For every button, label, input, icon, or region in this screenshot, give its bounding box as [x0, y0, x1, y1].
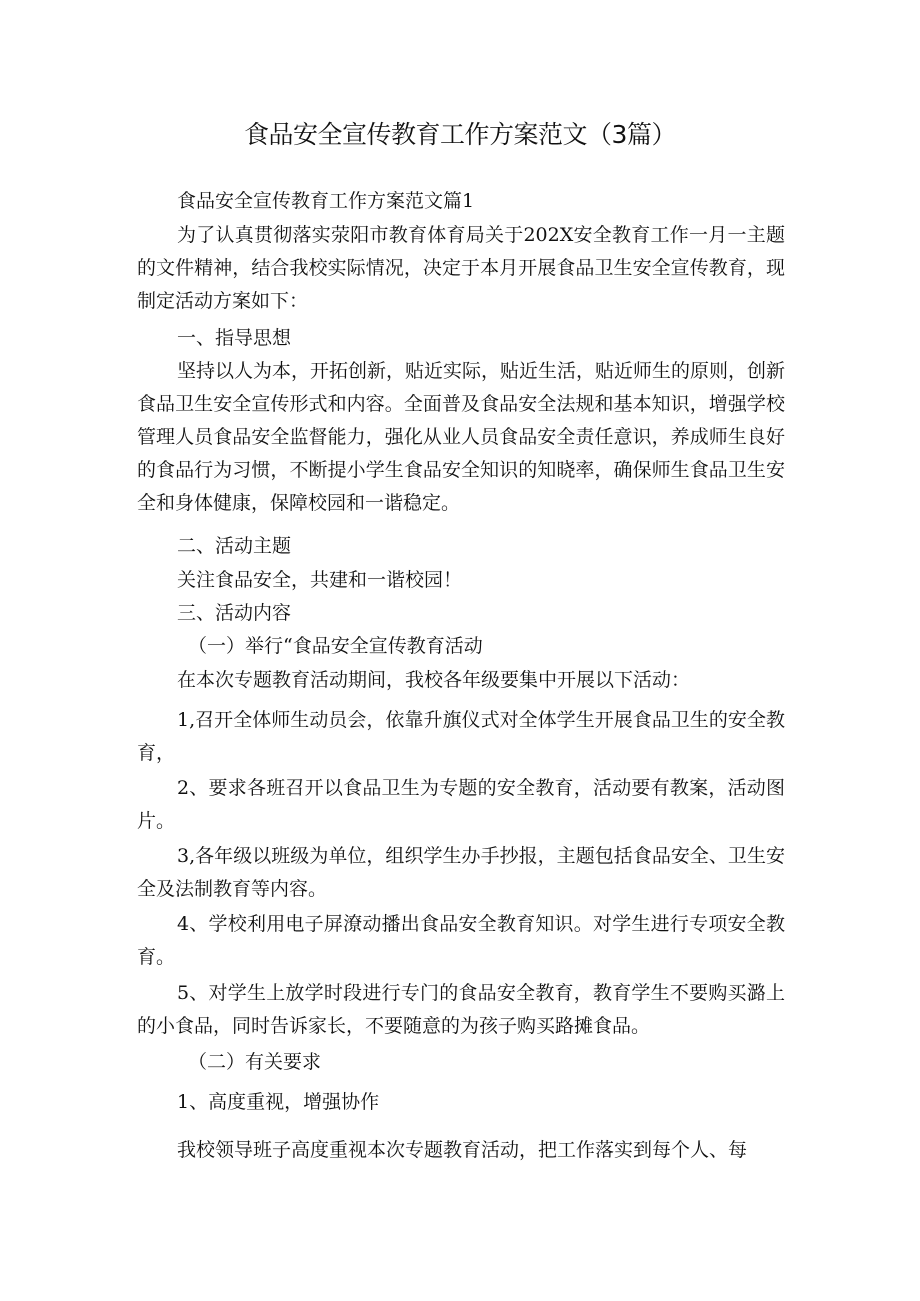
requirement-paragraph: 我校领导班子高度重视本次专题教育活动，把工作落实到每个人、每	[177, 1139, 748, 1161]
list-item-4: 4、学校利用电子屏潦动播出食品安全教育知识。对学生进行专项安全教育。	[137, 913, 785, 968]
guiding-ideology-paragraph: 坚持以人为本，开拓创新，贴近实际，贴近生活，贴近师生的原则，创新食品卫生安全宣传形式和内容。全面普及食品安全法规和基本知识，增强学校管理人员食品安全监督能力，强化从业人员食品安全责任意识，养成师生良好的食品行为习惯，不断提小学生食品安全知识的知晓率，确保师生食品卫生安全和身体健康，保障校园和一谐稳定。	[137, 360, 786, 514]
document-title: 食品安全宣传教育工作方案范文（3篇）	[244, 120, 676, 149]
list-item-5: 5、对学生上放学时段进行专门的食品安全教育，教育学生不要购买潞上的小食品，同时告诉家长，不要随意的为孩子购买路摊食品。	[137, 982, 785, 1037]
list-item-2: 2、要求各班召开以食品卫生为专题的安全教育，活动要有教案，活动图片。	[137, 777, 785, 832]
subheading-requirements: （二）有关要求	[188, 1051, 322, 1073]
heading-activity-content: 三、活动内容	[177, 602, 292, 624]
list-item-1: 1,召开全体师生动员会，依靠升旗仪式对全体学生开展食品卫生的安全教育，	[137, 709, 785, 764]
heading-activity-theme: 二、活动主题	[177, 535, 292, 557]
intro-paragraph: 为了认真贯彻落实荥阳市教育体育局关于202X安全教育工作一月一主题的文件精神，结合我校实际情况，决定于本月开展食品卫生安全宣传教育，现制定活动方案如下：	[137, 224, 785, 312]
list-item-3: 3,各年级以班级为单位，组织学生办手抄报，主题包括食品安全、卫生安全及法制教育等内容。	[137, 845, 785, 900]
subheading-propaganda-activity: （一）举行“食品安全宣传教育活动	[188, 635, 483, 657]
heading-guiding-ideology: 一、指导思想	[177, 327, 292, 349]
activity-theme-text: 关注食品安全，共建和一谐校园！	[177, 569, 463, 591]
section-heading-piece-1: 食品安全宣传教育工作方案范文篇1	[177, 190, 475, 212]
requirement-item-1: 1、高度重视，增强协作	[177, 1091, 380, 1113]
activity-intro-paragraph: 在本次专题教育活动期间，我校各年级要集中开展以下活动：	[177, 669, 691, 691]
